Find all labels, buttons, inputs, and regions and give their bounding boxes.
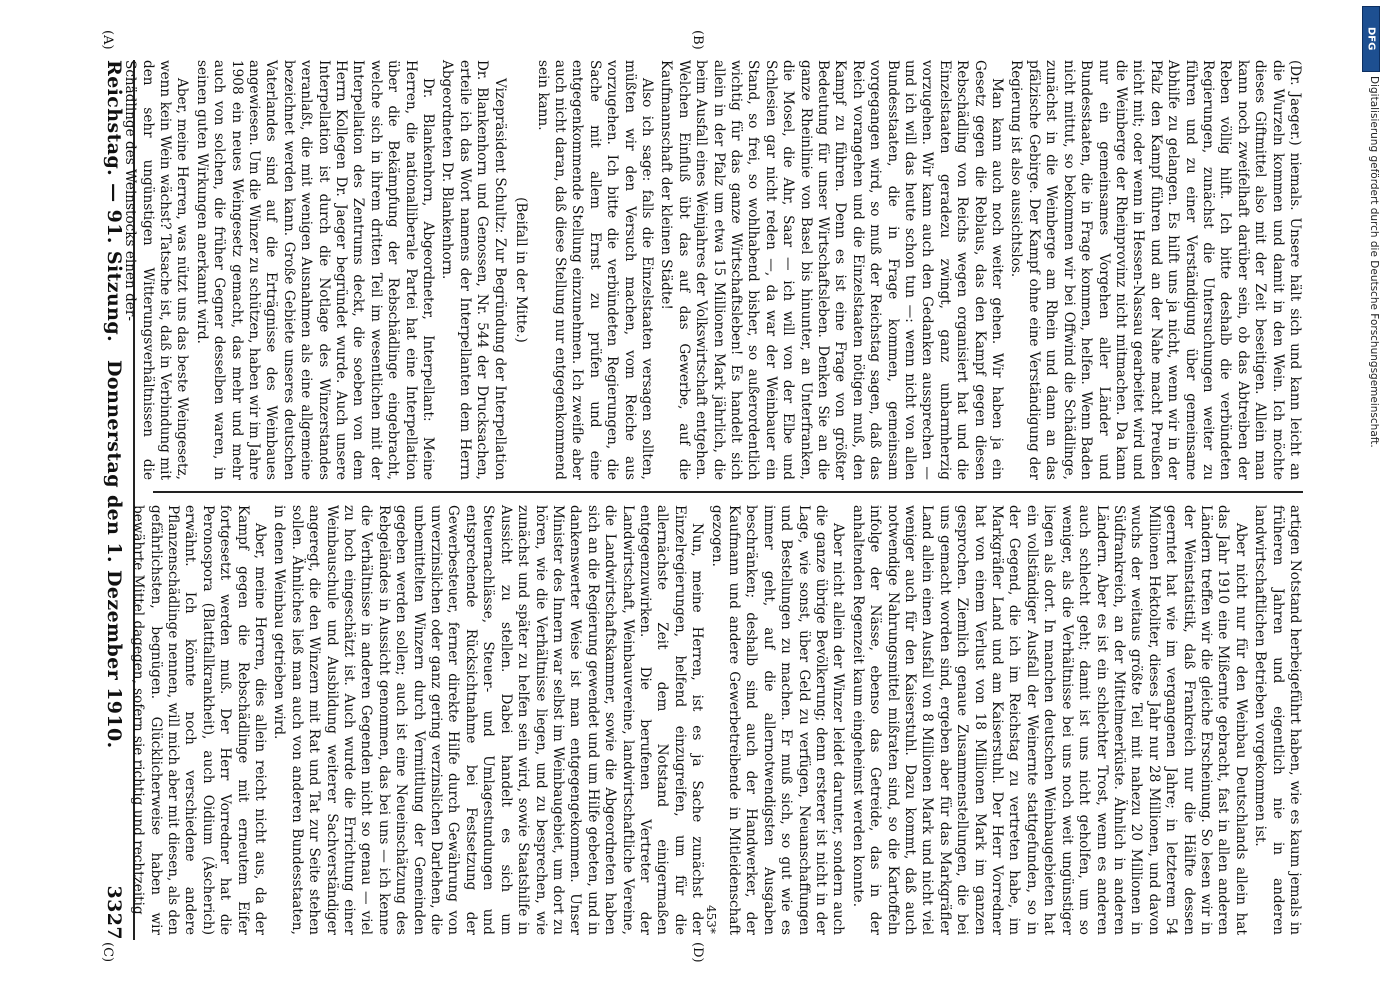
footnote-number: 453* (704, 905, 718, 934)
column-divider (153, 491, 1303, 493)
dfg-logo: DFG (1362, 6, 1380, 72)
page-header (85, 60, 125, 940)
page-number: 3327 (103, 885, 125, 940)
digitization-credit: Digitalisierung gefördert durch die Deutsche Forschungsgemeinschaft. (1368, 76, 1380, 448)
header-date: Donnerstag den 1. Dezember 1910. (103, 360, 125, 749)
right-column (130, 505, 1303, 935)
left-column (122, 60, 1303, 480)
margin-marker-b: (B) (690, 30, 705, 50)
paragraph: (Dr. Jaeger.) niemals. Unsere hält sich und kann leicht an die Wurzeln kommen und damit in den Wein. Ich möchte dieses Giftmittel also mit der Zeit beseitigen. Allein man kann noch zweifelhaft darüber sein, ob das Abtreiben der Reben völlig hilft. Ich bitte deshalb die verbündeten Regierungen, zunächst die Untersuchungen weiter zu führen und zu einer Verständigung über gemeinsame Abhilfe zu gelangen. Es hilft uns ja nicht, wenn wir in der Pfalz den Kampf führen und an der Nahe macht Preußen nicht mit; oder wenn in Hessen-Nassau gearbeitet wird und die Weinberge der Rheinprovinz nicht mitmachen. Da kann nur ein gemeinsames Vorgehen aller Länder und Bundesstaaten, die in Frage kommen, helfen. Wenn Baden nicht mittut, so bekommen wir bei Offwind die Schädlinge, zunächst in die Weinberge am Rhein und dann an das pfälzische Gebirge. Der Kampf ohne eine Verständigung der Regierung ist also aussichtslos. (1008, 60, 1303, 480)
paragraph: Man kann auch noch weiter gehen. Wir haben ja ein Gesetz gegen die Reblaus, das den Kampf gegen diesen Rebschädling von Reichs wegen organisiert hat und die Einzelstaaten geradezu zwingt, ganz unbarmherzig vorzugehen. Wir kann auch den Gedanken aussprechen — und ich will das heute schon tun —: wenn nicht von allen Bundesstaaten, die in Frage kommen, gemeinsam vorgegangen wird, so muß der Reichstag sagen, daß das Reich vorangehen und die Einzelstaaten nötigen muß, den Kampf zu führen. Denn es ist eine Frage von größter Bedeutung für unser Wirtschaftsleben. Denken Sie an die ganze Rheinlinie von Basel bis hinunter, an Unterfranken, die Mosel, die Ahr, Saar — ich will von der Elbe und Schlesien gar nicht reden —, da war der Weinbauer ein Stand, so frei, so wohlhabend bisher, so außerordentlich wichtig für das ganze Wirtschaftsleben! Es handelt sich allein in der Pfalz um etwa 15 Millionen Mark jährlich, die beim Ausfall eines Weinjahres der Volkswirtschaft entgehen. Welchen Einfluß übt das auf das Gewerbe, auf die Kaufmannschaft der kleinen Städte! (658, 60, 1006, 480)
paragraph: Aber nicht nur für den Weinbau Deutschlands allein hat das Jahr 1910 eine Mißernte gebracht, fast in allen anderen Ländern treffen wir die gleiche Erscheinung. So lesen wir in der Weinstatistik, daß Frankreich nur die Hälfte dessen geerntet hat wie im vergangenen Jahre; in letzterem 54 Millionen Hektoliter, dieses Jahr nur 28 Millionen, und davon wuchs der weitaus größte Teil mit nahezu 20 Millionen in Südfrankreich, an der Mittelmeerküste. Ähnlich in anderen Ländern. Aber es ist ein schlechter Trost, wenn es anderen auch schlecht geht; damit ist uns nicht geholfen, um so weniger, als die Verhältnisse bei uns noch weit ungünstiger liegen als dort. In manchen deutschen Weinbaugebieten hat ein vollständiger Ausfall der Weinernte stattgefunden, so in der Gegend, die ich im Reichstag zu vertreten habe, im Markgräfler Land und am Kaiserstuhl. Der Herr Vorredner hat von einem Verlust von 18 Millionen Mark im ganzen gesprochen. Ziemlich genaue Zusammenstellungen, die bei uns gemacht worden sind, ergeben aber für das Markgräfler Land allein einen Ausfall von 8 Millionen Mark und nicht viel weniger auch für den Kaiserstuhl. Dazu kommt, daß auch notwendige Nahrungsmittel mißraten sind, so die Kartoffeln infolge der Nässe, ebenso das Getreide, das in der anhaltenden Regenzeit kaum eingeheimst werden konnte. (849, 505, 1249, 935)
paragraph: Vizepräsident Schultz: Zur Begründung der Interpellation Dr. Blankenhorn und Genossen, Nr. 544 der Drucksachen, erteile ich das Wort namens der Interpellanten dem Herrn Abgeordneten Dr. Blankenhorn. (439, 60, 508, 480)
paragraph: Aber nicht allein der Winzer leidet darunter, sondern auch die ganze übrige Bevölkerung; denn ersterer ist nicht in der Lage, wie sonst, über Geld zu verfügen, Neuanschaffungen und Bestellungen zu machen. Er muß sich, so gut wie es immer geht, auf die allernotwendigsten Ausgaben beschränken; deshalb sind auch der Handwerker, der Kaufmann und andere Gewerbetreibende in Mitleidenschaft gezogen. (708, 505, 847, 935)
paragraph: Also ich sage: falls die Einzelstaaten versagen sollten, müßten wir den Versuch machen, vom Reiche aus vorzugehen. Ich bitte die verbündeten Regierungen, die Sache mit allem Ernst zu prüfen und eine entgegenkommende Stellung einzunehmen. Ich zweifle aber auch nicht daran, daß diese Stellung nur entgegenkommend sein kann. (534, 60, 655, 480)
margin-marker-a: (A) (100, 30, 115, 50)
paragraph: Aber, meine Herren, dies allein reicht nicht aus, da der Kampf gegen die Rebschädlinge mit erneutem Eifer fortgesetzt werden muß. Der Herr Vorredner hat die Peronospora (Blattfallkrankheit), auch Oidium (Äscherich) erwähnt. Ich könnte noch verschiedene andere Pflanzenschädlinge nennen, will mich aber mit diesen, als den gefährlichsten, begnügen. Glücklicherweise haben wir bewährte Mittel dagegen, sofern sie richtig und rechtzeitig (130, 505, 269, 935)
header-session: Reichstag. — 91. Sitzung. (103, 60, 125, 343)
paragraph: Dr. Blankenhorn, Abgeordneter, Interpellant: Meine Herren, die nationalliberale Partei hat eine Interpellation über die Bekämpfung der Rebschädlinge eingebracht, welche sich in ihrem dritten Teil im wesentlichen mit der Interpellation des Zentrums deckt, die soeben von dem Herrn Kollegen Dr. Jaeger begründet wurde. Auch unsere Interpellation ist durch die Notlage des Winzerstandes veranlaßt, die mit wenigen Ausnahmen als eine allgemeine bezeichnet werden kann. Große Gebiete unseres deutschen Vaterlandes sind auf die Erträgnisse des Weinbaues angewiesen. Um die Winzer zu schützen, haben wir im Jahre 1908 ein neues Weingesetz gemacht, das mehr und mehr auch von solchen, die früher Gegner desselben waren, in seinen guten Wirkungen anerkannt wird. (193, 60, 437, 480)
applause-note: (Beifall in der Mitte.) (513, 197, 530, 343)
margin-marker-d: (D) (690, 942, 705, 963)
paragraph: Aber, meine Herren, was nützt uns das beste Weingesetz, wenn kein Wein wächst? Tatsache ist, daß in Verbindung mit den sehr ungünstigen Witterungsverhältnissen die Schädlinge des Weinstocks einen der- (122, 60, 191, 480)
paragraph: Nun, meine Herren, ist es ja Sache zunächst der Einzelregierungen, helfend einzugreifen, um für die allernächste Zeit dem Notstand einigermaßen entgegenzuwirken. Die berufenen Vertreter der Landwirtschaft, Weinbauvereine, landwirtschaftliche Vereine, die Landwirtschaftskammer, sowie die Abgeordneten haben sich an die Regierung gewendet und um Hilfe gebeten, und in dankenswerter Weise ist man entgegengekommen. Unser Minister des Innern war selbst im Weinbaugebiet, um dort zu hören, wie die Verhältnisse liegen, und zu besprechen, wie zunächst und später zu helfen sein wird, sowie Staatshilfe in Aussicht zu stellen. Dabei handelt es sich um Steuernachlässe, Steuer- und Umlagestundungen und entsprechende Rücksichtnahme bei Festsetzung der Gewerbesteuer, ferner direkte Hilfe durch Gewährung von unverzinslichen oder ganz gering verzinslichen Darlehen, die unbemittelten Winzern durch Vermittlung der Gemeinden gegeben werden sollen; auch ist eine Neueinschätzung des Rebgeländes in Aussicht genommen, das bei uns — ich kenne die Verhältnisse in anderen Gegenden nicht so genau — viel zu hoch eingeschätzt ist. Auch wurde die Errichtung einer Weinbauschule und Ausbildung weiterer Sachverständiger angeregt, die den Winzern mit Rat und Tat zur Seite stehen sollen. Ähnliches ließ man auch von anderen Bundesstaaten, in denen Weinbau getrieben wird. (271, 505, 706, 935)
paragraph: artigen Notstand herbeigeführt haben, wie es kaum jemals in früheren Jahren und eigentlich nie in anderen landwirtschaftlichen Betrieben vorgekommen ist. (1252, 505, 1303, 935)
margin-marker-c: (C) (100, 942, 115, 963)
